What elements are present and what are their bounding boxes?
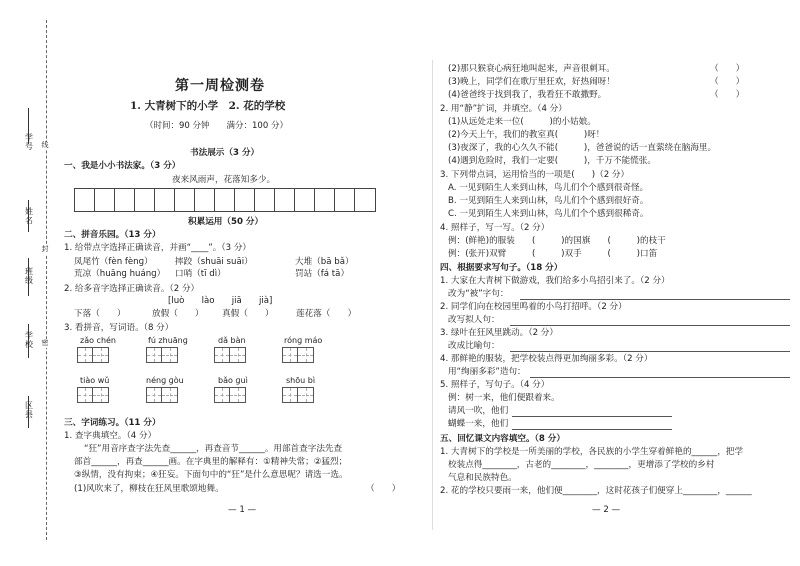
poem-text: 夜来风雨声，花落知多少。	[172, 175, 276, 185]
q1-heading: 一、我是小小书法家。（3 分）	[64, 161, 181, 171]
right-q1-item3: (3)晚上，同学们在歌厅里狂欢，好热闹呀！	[448, 77, 615, 87]
answer-cells[interactable]	[77, 387, 109, 403]
right-q3: 3. 下列带点词，运用恰当的一项是( )（2 分）	[440, 170, 630, 180]
section-accumulate: 积累运用（50 分）	[188, 217, 264, 227]
part4-q1: 1. 大家在大青树下做游戏，我们给多小鸟招引来了。（2 分）	[440, 276, 670, 286]
polyphone-options: [luò lào jiā jià]	[168, 296, 273, 306]
exam-time: （时间：90 分钟 满分：100 分）	[145, 121, 288, 131]
page-subtitle: 1. 大青树下的小学 2. 花的学校	[130, 100, 286, 112]
polyphone-item[interactable]: 放假（ ）	[152, 309, 204, 319]
part3-q1: 1. 查字典填空。（4 分）	[64, 431, 157, 441]
part5-heading: 五、回忆课文内容填空。（8 分）	[440, 434, 565, 444]
part2-q1: 1. 给带点字选择正确读音，并画“____”。（3 分）	[64, 243, 252, 253]
name-label: 姓名	[25, 207, 33, 225]
page-number-right: — 2 —	[592, 505, 621, 515]
polyphone-item[interactable]: 下落（ ）	[74, 309, 126, 319]
part4-q4-prompt: 用“绚丽多彩”造句：	[448, 367, 526, 377]
part4-q5-prompt1: 请风一吹，他们	[448, 406, 509, 416]
pinyin-option[interactable]: 摔跤（shuāi suāi）	[175, 257, 253, 267]
part4-q2: 2. 同学们向在校园里鸣着的小鸟打招呼。（2 分）	[440, 302, 627, 312]
answer-line[interactable]	[530, 377, 790, 378]
part3-line2: 部首______，再查______画。在字典里的解释有：①精神失常；②猛烈；	[74, 457, 348, 467]
answer-line[interactable]	[512, 429, 672, 430]
part5-q1-line3: 气息和民族特色。	[448, 473, 517, 483]
pinyin-option[interactable]: 罚站（fá tā）	[295, 269, 350, 279]
answer-bracket[interactable]: （ ）	[710, 64, 745, 74]
part4-q4: 4. 那鲜艳的服装，把学校装点得更加绚丽多彩。（2 分）	[440, 354, 653, 364]
part4-q1-prompt: 改为“被”字句：	[448, 289, 509, 299]
pinyin-prompt: shōu bì	[286, 376, 316, 385]
pinyin-prompt: zǎo chén	[80, 336, 116, 345]
answer-bracket[interactable]: （ ）	[366, 484, 401, 494]
page-number-left: — 1 —	[228, 505, 257, 515]
answer-cells[interactable]	[146, 347, 178, 363]
line-mark: 线	[41, 141, 49, 149]
part4-q5-example: 例：树一来，他们便跟着来。	[448, 393, 560, 403]
right-q2: 2. 用“静”扩词，并填空。（4 分）	[440, 104, 567, 114]
right-q4-2: 例：(张开)双臂 ( )双手 ( )口笛	[448, 249, 658, 259]
right-q1-item2: (2)那只猴衰心病狂地叫起来，声音很刺耳。	[448, 64, 615, 74]
part4-q3: 3. 绿叶在狂风里跳动。（2 分）	[440, 328, 558, 338]
part4-heading: 四、根据要求写句子。（18 分）	[440, 263, 563, 273]
school-label: 学校	[25, 331, 33, 349]
choice-a[interactable]: A. 一见到陌生人来到山林，鸟儿们个个感到很奇怪。	[448, 183, 649, 193]
number-label: 学号	[25, 133, 33, 151]
part4-q5: 5. 照样子，写句子。（4 分）	[440, 380, 550, 390]
right-q4: 4. 照样子，写一写。（2 分）	[440, 223, 550, 233]
class-label: 班级	[25, 267, 33, 285]
polyphone-item[interactable]: 真假（ ）	[222, 309, 274, 319]
answer-line[interactable]	[520, 299, 790, 300]
right-q1-item4: (4)爸爸终于找到我了，我看狂不敢撒野。	[448, 90, 607, 100]
answer-bracket[interactable]: （ ）	[710, 77, 745, 87]
pinyin-option[interactable]: 口哨（tī dì）	[175, 269, 226, 279]
right-q4-1: 例：(鲜艳)的服装 ( )的国旗 ( )的枝干	[448, 236, 666, 246]
right-q2-3: (3)夜深了，我的心久久不能( )，爸爸说的话一直萦绕在脑海里。	[448, 143, 717, 153]
pinyin-option[interactable]: 荒凉（huānɡ huánɡ）	[74, 269, 166, 279]
pinyin-option[interactable]: 大堆（bā bǎ）	[295, 257, 354, 267]
pinyin-prompt: nénɡ ɡòu	[146, 376, 184, 385]
binding-margin	[0, 0, 58, 566]
pinyin-prompt: tiào wǔ	[80, 376, 110, 385]
part3-line4: (1)风吹来了，柳枝在狂风里歌颂地舞。	[74, 484, 224, 494]
pinyin-prompt: dǎ bàn	[218, 336, 246, 345]
choice-c[interactable]: C. 一见到陌生人来到山林，鸟儿们个个感到很稀奇。	[448, 209, 649, 219]
right-q2-1: (1)从远处走来一位( )的小姑娘。	[448, 117, 596, 127]
answer-line[interactable]	[510, 351, 790, 352]
right-q2-4: (4)遇到危险时，我们一定要( )，千万不能慌张。	[448, 156, 656, 166]
writing-grid[interactable]	[74, 188, 376, 212]
answer-cells[interactable]	[282, 387, 314, 403]
part2-heading: 二、拼音乐园。（13 分）	[64, 230, 161, 240]
part4-q3-prompt: 改成比喻句：	[448, 341, 500, 351]
answer-cells[interactable]	[214, 347, 246, 363]
answer-bracket[interactable]: （ ）	[710, 90, 745, 100]
part3-line3: ③纵情，没有拘束；④狂妄。下面句中的“狂”是什么意思呢？请选一选。	[74, 470, 348, 480]
part5-q1-line1: 1. 大青树下的学校是一所美丽的学校，各民族的小学生穿着鲜艳的______，把学	[440, 447, 744, 457]
answer-line[interactable]	[512, 416, 672, 417]
part4-q5-prompt2: 蝴蝶一来，他们	[448, 419, 509, 429]
answer-cells[interactable]	[77, 347, 109, 363]
page-title: 第一周检测卷	[175, 78, 265, 94]
answer-cells[interactable]	[146, 387, 178, 403]
pinyin-option[interactable]: 凤尾竹（fèn fènɡ）	[74, 257, 153, 267]
answer-line[interactable]	[510, 325, 790, 326]
pinyin-prompt: bǎo ɡuì	[218, 376, 248, 385]
right-q2-2: (2)今天上午，我们的教室真( )呀！	[448, 130, 605, 140]
choice-b[interactable]: B. 一见到陌生人来到山林，鸟儿们个个感到很好奇。	[448, 196, 649, 206]
part5-q2: 2. 花的学校只要雨一来，他们便________，这时花孩子们便穿上________，______	[440, 486, 752, 496]
part2-q2: 2. 给多音字选择正确读音。（2 分）	[64, 284, 200, 294]
part4-q2-prompt: 改写拟人句：	[448, 315, 500, 325]
part5-q1-line2: 校装点得________，古老的________，________，更增添了学校的乡村	[448, 460, 715, 470]
part3-heading: 三、字词练习。（11 分）	[64, 418, 161, 428]
pinyin-prompt: fú zhuānɡ	[148, 336, 188, 345]
section-writing: 书法展示（3 分）	[190, 148, 260, 158]
part3-line1: “狂”用音序查字法先查______，再查音节______。用部首查字法先查	[84, 444, 343, 454]
page-divider	[432, 60, 433, 530]
part2-q3: 3. 看拼音，写词语。（8 分）	[64, 323, 174, 333]
polyphone-item[interactable]: 莲花落（ ）	[296, 309, 357, 319]
seal-mark: 封	[41, 245, 49, 253]
secret-mark: 密	[41, 339, 49, 347]
pinyin-prompt: rónɡ máo	[284, 336, 323, 345]
cut-line	[46, 20, 47, 540]
answer-cells[interactable]	[282, 347, 314, 363]
area-label: 区县	[25, 401, 33, 419]
answer-cells[interactable]	[214, 387, 246, 403]
